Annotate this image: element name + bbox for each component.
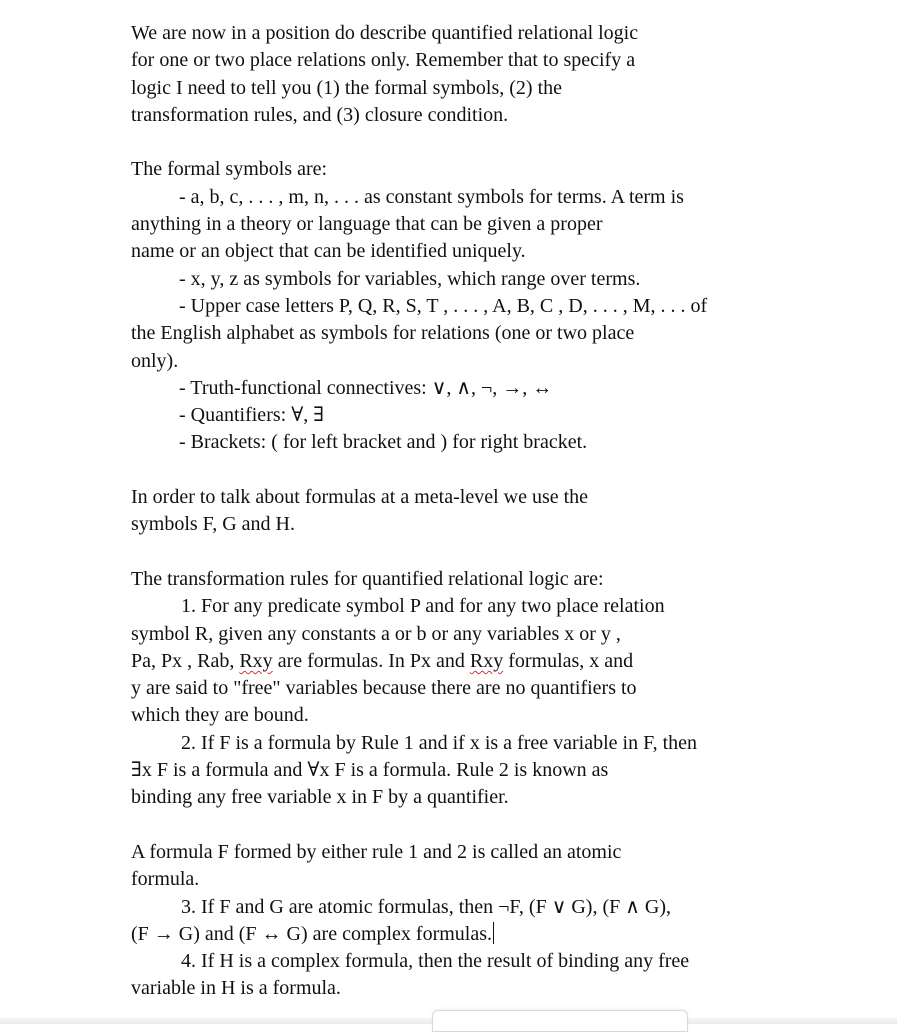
rules-heading: The transformation rules for quantified relational logic are: xyxy=(131,567,604,590)
variables-line: - x, y, z as symbols for variables, which range over terms. xyxy=(179,267,641,290)
atomic-line-2: formula. xyxy=(131,868,200,891)
rule2-line-1: 2. If F is a formula by Rule 1 and if x is a free variable in F, then xyxy=(181,731,698,754)
meta-line-2: symbols F, G and H. xyxy=(131,513,295,536)
rule2-line-3: binding any free variable x in F by a quantifier. xyxy=(131,786,509,809)
rule1-line-3-c: formulas, x and xyxy=(503,649,634,672)
rule3-line-2-text: (F → G) and (F ↔ G) are complex formulas. xyxy=(131,922,493,945)
rule4-line-1: 4. If H is a complex formula, then the result of binding any free xyxy=(181,950,690,973)
rule1-line-3-a: Pa, Px , Rab, xyxy=(131,649,240,672)
intro-line-4: transformation rules, and (3) closure condition. xyxy=(131,103,509,126)
rule2-line-2: ∃x F is a formula and ∀x F is a formula. Rule 2 is known as xyxy=(131,759,609,782)
rule1-line-1: 1. For any predicate symbol P and for any two place relation xyxy=(181,595,665,618)
symbols-heading: The formal symbols are: xyxy=(131,158,328,181)
intro-line-3: logic I need to tell you (1) the formal symbols, (2) the xyxy=(131,76,563,99)
rule1-line-2: symbol R, given any constants a or b or any variables x or y , xyxy=(131,622,621,645)
status-toolbar[interactable] xyxy=(432,1010,688,1032)
atomic-line-1: A formula F formed by either rule 1 and 2 is called an atomic xyxy=(131,840,622,863)
document-body[interactable] xyxy=(131,20,831,1003)
constants-line-3: name or an object that can be identified uniquely. xyxy=(131,240,526,263)
relations-line-3: only). xyxy=(131,349,179,372)
intro-line-2: for one or two place relations only. Remember that to specify a xyxy=(131,49,636,72)
constants-line-2: anything in a theory or language that can be given a proper xyxy=(131,213,603,236)
quantifiers-line: - Quantifiers: ∀, ∃ xyxy=(179,404,325,427)
text-cursor xyxy=(493,922,494,944)
rule3-line-2 xyxy=(131,921,831,948)
rule1-line-4: y are said to "free" variables because there are no quantifiers to xyxy=(131,677,637,700)
intro-line-1: We are now in a position do describe quantified relational logic xyxy=(131,22,639,44)
rule4-line-2: variable in H is a formula. xyxy=(131,977,341,1000)
brackets-line: - Brackets: ( for left bracket and ) for right bracket. xyxy=(179,431,588,454)
connectives-line: - Truth-functional connectives: ∨, ∧, ¬, →, ↔ xyxy=(179,376,553,399)
spellcheck-word-rxy-2[interactable]: Rxy xyxy=(469,649,504,672)
spellcheck-word-rxy[interactable]: Rxy xyxy=(239,649,273,672)
rule3-line-1: 3. If F and G are atomic formulas, then ¬F, (F ∨ G), (F ∧ G), xyxy=(181,895,671,918)
rule1-line-3-b: are formulas. In Px and xyxy=(272,649,470,672)
constants-line-1: - a, b, c, . . . , m, n, . . . as constant symbols for terms. A term is xyxy=(179,185,684,208)
rule1-line-5: which they are bound. xyxy=(131,704,309,727)
meta-line-1: In order to talk about formulas at a meta-level we use the xyxy=(131,486,589,509)
rule1-line-3 xyxy=(131,648,831,675)
relations-line-1: - Upper case letters P, Q, R, S, T , . . . , A, B, C , D, . . . , M, . . . of xyxy=(179,294,708,317)
relations-line-2: the English alphabet as symbols for relations (one or two place xyxy=(131,322,635,345)
